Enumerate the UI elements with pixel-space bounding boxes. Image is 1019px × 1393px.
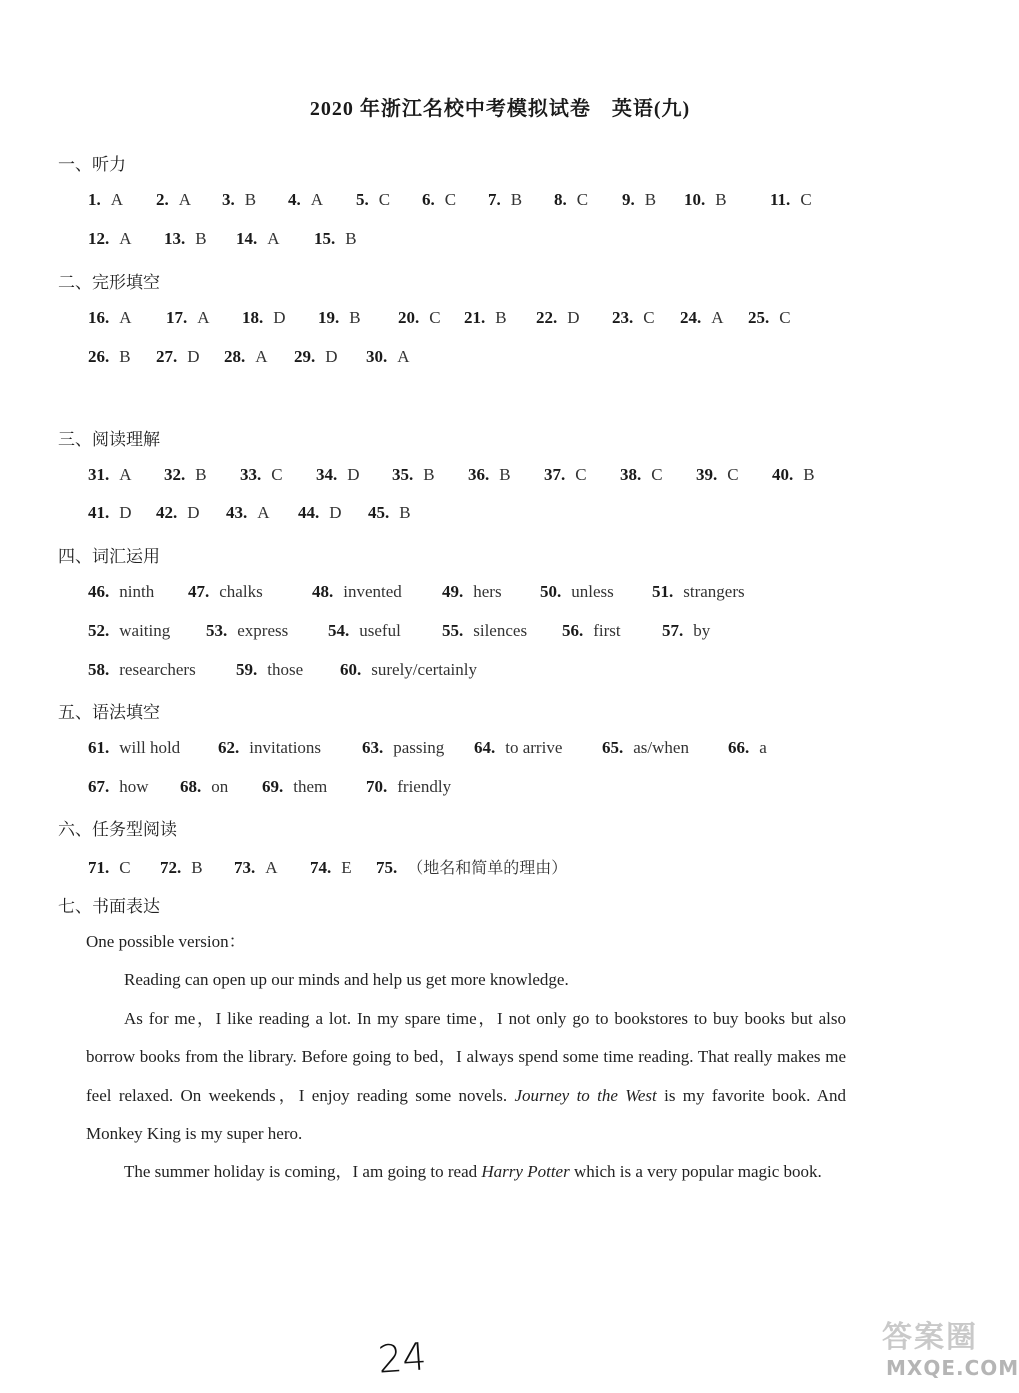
answer-item: 23. C: [612, 308, 655, 327]
answer-item: 68. on: [180, 777, 229, 796]
book-title: Harry Potter: [481, 1162, 570, 1182]
answer-item: 63. passing: [362, 738, 445, 757]
answer-item: 49. hers: [442, 582, 502, 601]
answer-item: 64. to arrive: [474, 738, 563, 757]
answer-item: 39. C: [696, 465, 739, 484]
answer-item: 53. express: [206, 621, 289, 640]
answer-row-9: [88, 660, 477, 680]
answer-item: 42. D: [156, 503, 200, 522]
answer-item: 8. C: [554, 190, 589, 209]
answer-item: 1. A: [88, 190, 124, 209]
answer-item: 26. B: [88, 347, 131, 366]
section-heading-task-reading: 六、任务型阅读: [58, 820, 177, 840]
answer-item: 21. B: [464, 308, 507, 327]
answer-item: 60. surely/certainly: [340, 660, 477, 679]
answer-row-4: [88, 347, 410, 367]
answer-item: 73. A: [234, 858, 278, 877]
answer-item: 16. A: [88, 308, 132, 327]
answer-item: 20. C: [398, 308, 441, 327]
section-heading-vocabulary: 四、词汇运用: [58, 547, 160, 567]
answer-item: 19. B: [318, 308, 361, 327]
answer-row-8: [88, 621, 710, 641]
answer-item: 34. D: [316, 465, 360, 484]
answer-item: 47. chalks: [188, 582, 263, 601]
answer-item: 32. B: [164, 465, 207, 484]
answer-item: 57. by: [662, 621, 711, 640]
answer-item: 71. C: [88, 858, 131, 877]
answer-item: 43. A: [226, 503, 270, 522]
answer-item: 4. A: [288, 190, 324, 209]
answer-item: 33. C: [240, 465, 283, 484]
essay-paragraph-2: As for me，I like reading a lot. In my spare time，I not only go to bookstores to buy books but also borrow books from the library. Before going to bed，I always spend some time reading. That really makes me feel relaxed. On weekends，I enjoy reading some novels. Journey to the West is my favorite book. And Monkey King is my super hero.: [86, 1008, 847, 1144]
answer-item: 9. B: [622, 190, 657, 209]
answer-item: 41. D: [88, 503, 132, 522]
answer-item: 13. B: [164, 229, 207, 248]
answer-item: 38. C: [620, 465, 663, 484]
answer-item: 62. invitations: [218, 738, 322, 757]
answer-item: 61. will hold: [88, 738, 181, 757]
answer-item: 2. A: [156, 190, 192, 209]
answer-item: 74. E: [310, 858, 352, 877]
answer-item: 48. invented: [312, 582, 402, 601]
answer-item: 6. C: [422, 190, 457, 209]
watermark-text-bottom: MXQE.COM: [886, 1356, 1019, 1380]
answer-row-11: [88, 777, 451, 797]
answer-row-10: [88, 738, 767, 758]
answer-item: 58. researchers: [88, 660, 196, 679]
answer-item: 70. friendly: [366, 777, 452, 796]
answer-item: 66. a: [728, 738, 767, 757]
answer-item: 10. B: [684, 190, 727, 209]
answer-item: 75. （地名和简单的理由）: [376, 858, 568, 877]
answer-item: 15. B: [314, 229, 357, 248]
answer-item: 65. as/when: [602, 738, 689, 757]
essay-label: One possible version：: [86, 932, 246, 951]
answer-item: 46. ninth: [88, 582, 155, 601]
section-heading-reading: 三、阅读理解: [58, 430, 160, 450]
watermark-logo: [882, 1312, 1019, 1388]
answer-item: 24. A: [680, 308, 724, 327]
answer-item: 69. them: [262, 777, 328, 796]
answer-item: 28. A: [224, 347, 268, 366]
answer-item: 14. A: [236, 229, 280, 248]
answer-item: 11. C: [770, 190, 812, 209]
answer-item: 35. B: [392, 465, 435, 484]
answer-item: 31. A: [88, 465, 132, 484]
answer-item: 30. A: [366, 347, 410, 366]
answer-item: 3. B: [222, 190, 257, 209]
section-heading-grammar: 五、语法填空: [58, 703, 160, 723]
answer-item: 52. waiting: [88, 621, 171, 640]
essay-paragraph-1: Reading can open up our minds and help us get more knowledge.: [124, 970, 569, 990]
answer-item: 40. B: [772, 465, 815, 484]
answer-row-12: [88, 855, 567, 878]
answer-item: 5. C: [356, 190, 391, 209]
section-heading-listening: 一、听力: [58, 155, 126, 175]
answer-row-3: [88, 308, 791, 328]
answer-row-1: [88, 190, 812, 210]
book-title: Journey to the West: [514, 1085, 657, 1105]
page-title: 2020 年浙江名校中考模拟试卷 英语(九): [309, 98, 691, 120]
section-heading-writing: 七、书面表达: [58, 897, 160, 917]
answer-item: 27. D: [156, 347, 200, 366]
answer-item: 22. D: [536, 308, 580, 327]
answer-item: 50. unless: [540, 582, 614, 601]
answer-item: 37. C: [544, 465, 587, 484]
answer-item: 7. B: [488, 190, 523, 209]
answer-item: 25. C: [748, 308, 791, 327]
answer-item: 29. D: [294, 347, 338, 366]
answer-row-5: [88, 465, 815, 485]
answer-item: 54. useful: [328, 621, 401, 640]
answer-row-2: [88, 229, 357, 249]
section-heading-cloze: 二、完形填空: [58, 273, 160, 293]
watermark-text-top: 答案圈: [882, 1320, 978, 1355]
answer-row-7: [88, 582, 745, 602]
answer-item: 51. strangers: [652, 582, 745, 601]
answer-item: 44. D: [298, 503, 342, 522]
answer-item: 59. those: [236, 660, 304, 679]
answer-item: 17. A: [166, 308, 210, 327]
answer-item: 36. B: [468, 465, 511, 484]
answer-item: 12. A: [88, 229, 132, 248]
answer-item: 56. first: [562, 621, 621, 640]
handwritten-page-number: 24: [376, 1334, 428, 1382]
answer-item: 18. D: [242, 308, 286, 327]
answer-item: 72. B: [160, 858, 203, 877]
answer-row-6: [88, 503, 411, 523]
answer-item: 67. how: [88, 777, 149, 796]
essay-paragraph-3: The summer holiday is coming，I am going to read Harry Potter which is a very popular magic book.: [124, 1162, 822, 1182]
answer-item: 45. B: [368, 503, 411, 522]
answer-item: 55. silences: [442, 621, 528, 640]
essay: [86, 923, 846, 1192]
